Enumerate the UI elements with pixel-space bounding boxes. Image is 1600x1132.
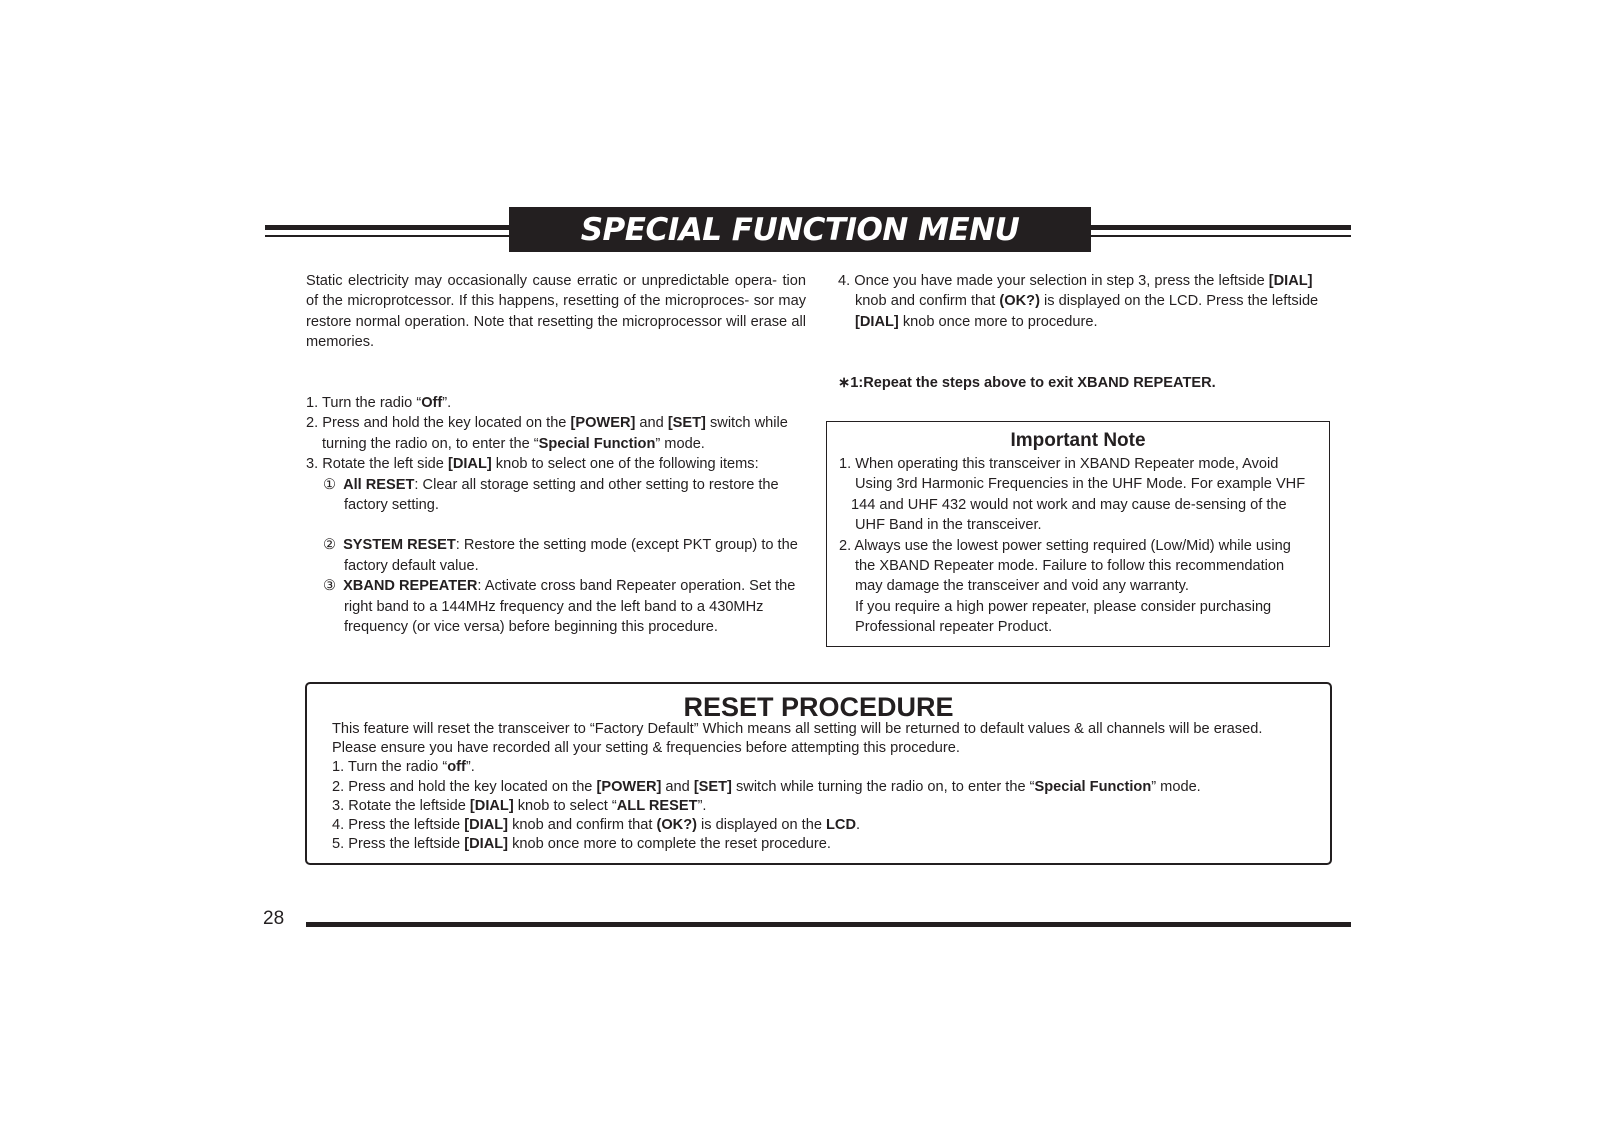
special-function-steps (306, 393, 814, 637)
reset-step-1: 1. Turn the radio “off”. (332, 759, 475, 776)
reset-step-2: 2. Press and hold the key located on the [POWER] and [SET] switch while turning the radio on, to enter the “Special Function” mode. (332, 778, 1201, 795)
header-rule-left-thin (265, 235, 511, 237)
header-rule-left-thick (265, 225, 511, 230)
step-4: 4. Once you have made your selection in step 3, press the leftside [DIAL] knob and confirm that (OK?) is displayed on the LCD. Press the leftside [DIAL] knob once more to procedure. (838, 273, 1319, 330)
reset-procedure-body (332, 720, 1322, 854)
note-1-line: Using 3rd Harmonic Frequencies in the UHF Mode. For example VHF (855, 476, 1306, 493)
page-number: 28 (263, 908, 285, 929)
option-xband-repeater: ③ XBAND REPEATER: Activate cross band Repeater operation. Set the right band to a 144MHz frequency and the left band to a 430MHz frequency (or vice versa) before beginning this procedure. (323, 578, 796, 636)
header-rule-right-thick (1089, 225, 1351, 230)
step-3: 3. Rotate the left side [DIAL] knob to select one of the following items: (306, 456, 759, 473)
step-2: 2. Press and hold the key located on the [POWER] and [SET] switch while turning the radio on, to enter the “Special Function” mode. (306, 415, 788, 452)
note-2-line: the XBAND Repeater mode. Failure to follow this recommendation (855, 558, 1285, 575)
note-1-line: UHF Band in the transceiver. (855, 517, 1042, 534)
note-2-line: Professional repeater Product. (855, 619, 1053, 636)
reset-intro-line: Please ensure you have recorded all your setting & frequencies before attempting this procedure. (332, 740, 960, 757)
note-1-line: 1. When operating this transceiver in XBAND Repeater mode, Avoid (839, 456, 1279, 472)
note-2-line: If you require a high power repeater, please consider purchasing (855, 598, 1272, 615)
option-system-reset: ② SYSTEM RESET: Restore the setting mode (except PKT group) to the factory default value. (323, 537, 798, 574)
step-4-block (838, 271, 1338, 332)
reset-step-4: 4. Press the leftside [DIAL] knob and confirm that (OK?) is displayed on the LCD. (332, 817, 861, 834)
note-2-line: 2. Always use the lowest power setting required (Low/Mid) while using (839, 537, 1291, 554)
repeat-footnote: ∗1:Repeat the steps above to exit XBAND REPEATER. (838, 375, 1216, 391)
reset-step-3: 3. Rotate the leftside [DIAL] knob to select “ALL RESET”. (332, 797, 707, 814)
page-title: SPECIAL FUNCTION MENU (509, 207, 1091, 252)
intro-paragraph: Static electricity may occasionally cause erratic or unpredictable opera- tion of the microprotcessor. If this happens, resetting of the microproces- sor may restore normal operation. Note that resetting the microprocessor will erase all memories. (306, 273, 806, 351)
step-1: 1. Turn the radio “Off”. (306, 395, 452, 411)
reset-step-5: 5. Press the leftside [DIAL] knob once more to complete the reset procedure. (332, 836, 831, 853)
footer-rule (306, 922, 1351, 927)
reset-procedure-title: RESET PROCEDURE (683, 692, 954, 722)
important-note-body (839, 454, 1339, 638)
reset-procedure-box (305, 682, 1332, 865)
note-2-line: may damage the transceiver and void any warranty. (855, 578, 1189, 595)
important-note-title: Important Note (1010, 430, 1146, 451)
option-all-reset: ① All RESET: Clear all storage setting and other setting to restore the factory setting. (323, 476, 779, 514)
spacer (306, 515, 814, 535)
header-rule-right-thin (1089, 235, 1351, 237)
note-1-line: 144 and UHF 432 would not work and may cause de-sensing of the (851, 496, 1287, 513)
important-note-box (826, 421, 1330, 647)
reset-intro-line: This feature will reset the transceiver to “Factory Default” Which means all setting will be returned to default values & all channels will be erased. (332, 721, 1263, 737)
